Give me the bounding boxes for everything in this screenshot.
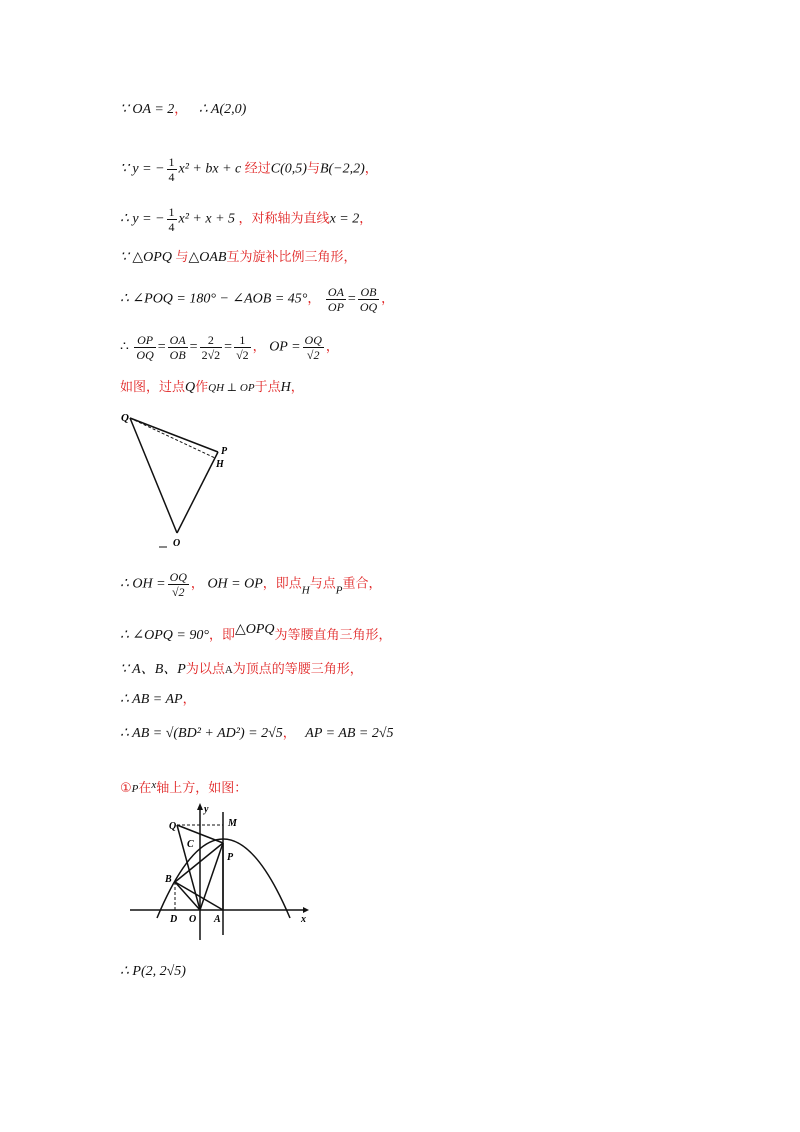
denominator: OQ: [359, 300, 378, 314]
red-text: 与: [306, 161, 320, 177]
segment-QP: [130, 418, 218, 452]
red-text: 在: [138, 781, 152, 796]
segment-QO: [130, 418, 177, 533]
label-H: H: [216, 459, 224, 470]
red-text: 如图，过点: [120, 380, 186, 395]
red-text: ，即: [208, 628, 235, 643]
line-3: [120, 205, 372, 234]
line-4: [120, 248, 356, 268]
fraction: [200, 333, 223, 362]
math-text: △OAB: [188, 250, 227, 265]
fraction: [168, 333, 188, 362]
line-8: [120, 570, 382, 601]
fraction: [326, 285, 346, 314]
math-text: H: [301, 584, 310, 597]
math-text: x: [151, 779, 157, 791]
denominator: 2√2: [201, 348, 221, 362]
numerator: 1: [234, 333, 251, 348]
math-text: ∵ A、B、P: [120, 662, 186, 677]
math-text: C(0,5): [270, 161, 307, 177]
red-text: ，: [307, 291, 321, 307]
label-A: A: [214, 914, 221, 925]
y-axis-arrow: [197, 803, 203, 810]
red-text: 为以点: [185, 662, 225, 677]
red-text: ，对称轴为直线: [238, 211, 330, 227]
red-text: ①: [120, 781, 132, 796]
comma: ，: [174, 102, 188, 117]
line-10: [120, 660, 363, 680]
math-text: OH = OP: [207, 576, 263, 592]
label-Q: Q: [169, 821, 177, 832]
numerator: OA: [327, 285, 344, 299]
label-M: M: [228, 818, 237, 829]
segment-OP: [177, 452, 218, 533]
math-text: ∵ y = −: [120, 161, 165, 177]
math-text: H: [280, 380, 291, 395]
math-text: P: [131, 783, 139, 795]
label-O: O: [173, 538, 181, 549]
red-text: ，: [364, 161, 378, 177]
fraction: [167, 155, 177, 184]
math-text: ∴: [120, 339, 129, 355]
label-Q: Q: [121, 412, 129, 424]
line-14: [120, 962, 186, 982]
math-text: x = 2: [329, 211, 360, 227]
label-P: P: [221, 446, 228, 457]
label-y: y: [204, 804, 209, 815]
red-text: 与点: [309, 576, 336, 592]
red-text: ，: [190, 576, 204, 592]
math-text: ∴ ∠POQ = 180° − ∠AOB = 45°: [120, 291, 308, 307]
label-D: D: [170, 914, 178, 925]
equals: =: [347, 291, 356, 307]
fraction: [167, 205, 177, 234]
denominator: 4: [168, 170, 175, 184]
math-text: QH ⊥ OP: [208, 382, 255, 394]
numerator: OA: [169, 333, 186, 347]
denominator: 4: [168, 220, 175, 234]
line-1: [120, 100, 246, 120]
segment-QH: [130, 418, 215, 458]
fraction: [168, 570, 189, 599]
red-text: 与: [175, 250, 189, 265]
red-text: 轴上方，如图：: [156, 781, 248, 796]
red-text: 经过: [244, 161, 271, 177]
line-12: [120, 724, 394, 744]
denominator: OB: [169, 348, 186, 362]
red-text: ，: [290, 380, 304, 395]
fraction: [134, 333, 155, 362]
numerator: 2: [200, 333, 223, 348]
label-C: C: [187, 839, 194, 850]
x-axis-arrow: [303, 907, 309, 913]
fraction: [303, 333, 324, 362]
fraction: [234, 333, 251, 362]
line-13: [120, 775, 247, 799]
math-text: ∴ y = −: [120, 211, 165, 227]
math-text: ∵ OA = 2: [120, 102, 175, 117]
denominator: √2: [171, 585, 185, 599]
red-text: ，: [381, 291, 395, 307]
math-text: ∴ OH =: [120, 576, 166, 592]
line-7: [120, 378, 304, 398]
denominator: OQ: [136, 348, 154, 362]
red-text: 作: [195, 380, 209, 395]
numerator: 1: [168, 155, 175, 169]
red-text: 重合，: [342, 576, 382, 592]
math-text: △OPQ: [234, 622, 275, 637]
parabola-figure: [125, 800, 315, 945]
math-text: AP = AB = 2√5: [305, 726, 394, 741]
triangle-figure: [115, 405, 235, 555]
math-text: Q: [185, 380, 196, 395]
math-text: ∴ P(2, 2√5): [120, 964, 186, 979]
math-text: ∴ AB = √(BD² + AD²) = 2√5: [120, 726, 283, 741]
line-5: [120, 285, 394, 314]
red-text: ，: [282, 726, 296, 741]
red-text: 于点: [254, 380, 281, 395]
fraction: [358, 285, 379, 314]
math-text: OP =: [269, 339, 301, 355]
math-text: ∴ A(2,0): [198, 102, 247, 117]
line-9: [120, 620, 392, 646]
label-P: P: [227, 852, 234, 863]
label-O: O: [189, 914, 197, 925]
numerator: OQ: [169, 570, 187, 584]
math-text: x² + x + 5: [178, 211, 236, 227]
red-text: ，: [325, 339, 339, 355]
math-text: B(−2,2): [319, 161, 365, 177]
line-2: [120, 155, 378, 184]
red-text: ，即点: [262, 576, 302, 592]
denominator: √2: [236, 348, 249, 362]
math-text: ∴ ∠OPQ = 90°: [120, 628, 209, 643]
red-text: 互为旋补比例三角形，: [226, 250, 357, 265]
math-text: ∴ AB = AP: [120, 692, 183, 707]
label-x: x: [301, 914, 306, 925]
line-11: [120, 690, 196, 710]
numerator: OQ: [304, 333, 322, 347]
denominator: √2: [306, 348, 320, 362]
math-text: ∵ △OPQ: [120, 250, 172, 265]
math-text: x² + bx + c: [178, 161, 242, 177]
label-B: B: [165, 874, 172, 885]
line-6: ∴ $\frac{OP}{OQ}$ = $\frac{OA}{OB}$ = $\frac{2}{2√2}$ = $\frac{1}{√2}$ ， OP = $\frac{OQ}{√2}$ ，: [120, 333, 339, 362]
red-text: 为顶点的等腰三角形，: [232, 662, 363, 677]
red-text: ，: [182, 692, 196, 707]
math-text: A: [224, 664, 233, 676]
red-text: ，: [252, 339, 266, 355]
numerator: OP: [134, 333, 155, 348]
numerator: OB: [358, 285, 379, 300]
denominator: OP: [327, 300, 344, 314]
red-text: ，: [359, 211, 373, 227]
math-text: P: [335, 584, 343, 597]
numerator: 1: [168, 205, 175, 219]
red-text: 为等腰直角三角形，: [274, 628, 392, 643]
